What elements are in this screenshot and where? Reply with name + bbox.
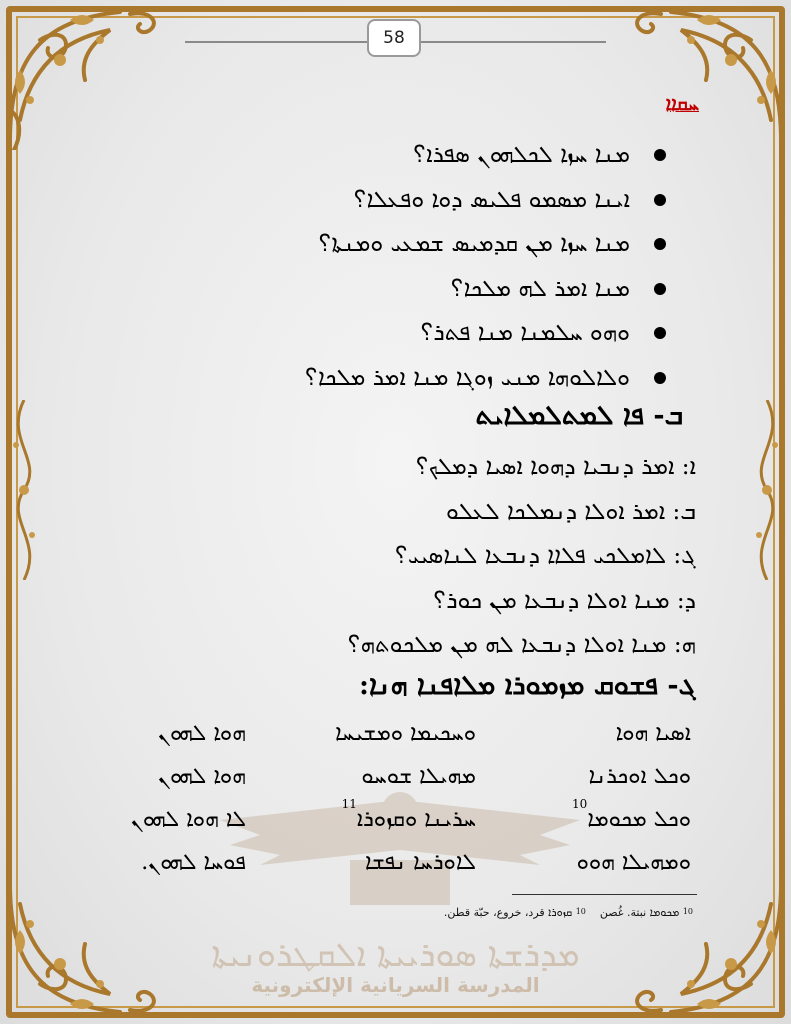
section-g-title: ܓ- ܦܫܘܩ ܡܙܡܘܪܐ ܡܠܐܦܢܐ ܗܢܐ: bbox=[359, 670, 696, 701]
poem-cell: ܐܣܝܐ ܗܘܐ bbox=[615, 721, 691, 746]
poem-cell: ܗܘܐ ܠܗܘܢ bbox=[158, 721, 246, 746]
watermark-syriac-text: ܡܕܪܫܬܐ ܣܘܪܝܝܬܐ ܐܠܩܛܪܘܢܝܬܐ bbox=[211, 935, 580, 975]
footnote-number: 10 bbox=[682, 907, 693, 916]
poem-row bbox=[116, 841, 691, 884]
watermark-arabic-text: المدرسة السريانية الإلكترونية bbox=[251, 973, 540, 997]
side-ornament-icon bbox=[747, 400, 787, 580]
poem-cell bbox=[342, 798, 476, 841]
section-heading: ܚܩܐܐ bbox=[665, 93, 699, 115]
question-item: ܡܢܐ ܐܡܪ ܠܗ ܡܠܟܐ؟ bbox=[305, 267, 666, 312]
question-item: ܡܢܐ ܚܙܐ ܠܟܠܗܘܢ ܣܦܪܐ؟ bbox=[305, 133, 666, 178]
poem-row bbox=[116, 798, 691, 841]
footnote-text: ܡܟܘܡܐ نبتة. غُصن bbox=[599, 906, 680, 919]
poem-cell: ܡܗܝܠܐ ܫܘܚܘ bbox=[361, 764, 476, 789]
poem-cell-text: ܘܟܠ ܡܟܘܡܐ bbox=[587, 807, 691, 832]
poem-cell: ܗܘܐ ܠܗܘܢ bbox=[158, 764, 246, 789]
poem-cell-text: ܚܪܝܢܐ ܘܩܙܘܪܐ bbox=[356, 807, 476, 832]
question-item: ܡܢܐ ܚܙܐ ܡܢ ܩܕܡܝܣ ܫܡܥܝ ܘܡܢܬܐ؟ bbox=[305, 222, 666, 267]
poem-cell: ܠܐ ܗܘܐ ܠܗܘܢ bbox=[130, 807, 246, 832]
footnote-number: 10 bbox=[575, 907, 586, 916]
poem-cell: ܘܟܠ ܐܘܟܪܢܐ bbox=[588, 764, 691, 789]
section-b-item: ܒ: ܐܡܪ ܐܘܠܐ ܕܢܡܠܟܐ ܠܥܠܘ bbox=[446, 498, 696, 525]
section-b-item: ܗ: ܡܢܐ ܐܘܠܐ ܕܢܒܥܐ ܠܗ ܡܢ ܡܠܟܘܬܗ؟ bbox=[347, 632, 696, 658]
section-b-item: ܕ: ܡܢܐ ܐܘܠܐ ܕܢܒܥܐ ܡܢ ܟܘܪ؟ bbox=[433, 587, 696, 614]
poem-cell: ܘܡܗܝܠܐ ܗܘܘ bbox=[576, 850, 691, 875]
footnote-text: ܩܙܘܪܐ قرد، خروع، حبّة قطن. bbox=[443, 906, 573, 919]
section-b-item: ܐ: ܐܡܪ ܕܢܒܝܐ ܕܗܘܐ ܐܣܝܐ ܕܡܠܟ؟ bbox=[415, 454, 696, 480]
poem-row bbox=[116, 712, 691, 755]
corner-ornament-icon bbox=[0, 0, 170, 150]
corner-ornament-icon bbox=[621, 0, 791, 150]
side-ornament-icon bbox=[4, 400, 44, 580]
poem-cell: ܦܘܚܐ ܠܗܘܢ. bbox=[141, 850, 246, 875]
footnote-rule bbox=[512, 894, 697, 895]
footnote-ref: 11 bbox=[341, 797, 357, 811]
poem-cell bbox=[572, 798, 691, 841]
footnote bbox=[444, 906, 693, 920]
section-b-list bbox=[348, 445, 696, 668]
section-b-item: ܓ: ܠܐܡܠܟܝ ܦܠܐܐ ܕܢܒܥܐ ܠܢܐܣܝܝ؟ bbox=[395, 543, 696, 569]
poem-row bbox=[116, 755, 691, 798]
question-item: ܐܝܢܐ ܡܣܡܘ ܦܠܝܣ ܕܘܐ ܘܦܥܠܐ؟ bbox=[305, 178, 666, 223]
section-b-title: ܒ- ܦܐ ܠܡܬܠܡܠܐܝܬ bbox=[475, 400, 683, 431]
question-item: ܘܠܐܠܘܗܐ ܡܢܝ ܙܘܓܐ ܡܢܐ ܐܡܪ ܡܠܟܐ؟ bbox=[305, 356, 666, 401]
footnote-ref: 10 bbox=[572, 797, 588, 811]
question-item: ܘܗܘ ܚܠܡܢܐ ܡܢܐ ܦܬܪ؟ bbox=[305, 311, 666, 356]
question-list bbox=[305, 133, 666, 400]
poem-cell: ܘܚܟܝܡܐ ܘܡܫܝܚܐ bbox=[335, 721, 476, 746]
poem-cell: ܠܐܘܪܚܐ ܢܦܫܐ bbox=[365, 850, 476, 875]
poem bbox=[116, 712, 691, 884]
page-number: 58 bbox=[367, 19, 421, 57]
